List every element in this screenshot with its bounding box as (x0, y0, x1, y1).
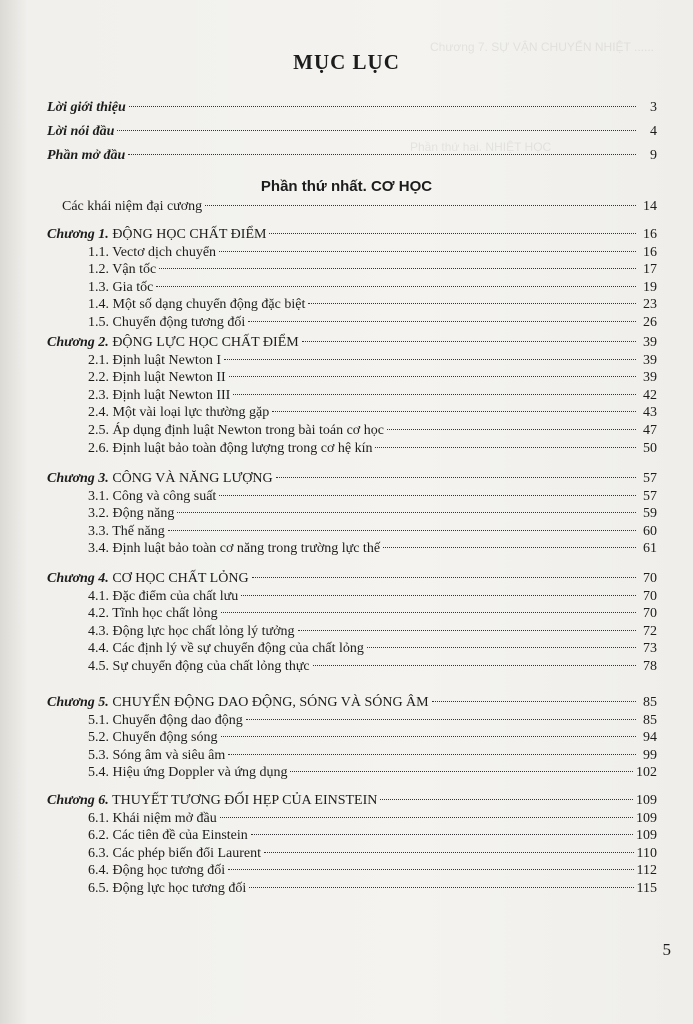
dot-leader (290, 771, 633, 772)
toc-page-number: 70 (643, 589, 657, 604)
toc-page-number: 17 (643, 262, 657, 277)
dot-leader (276, 477, 636, 478)
dot-leader (228, 869, 633, 870)
toc-page-number: 39 (643, 353, 657, 368)
toc-entry-label (88, 315, 245, 331)
toc-page-number: 57 (643, 471, 657, 486)
toc-entry-label (88, 589, 238, 605)
section-title: 5.3. Sóng âm và siêu âm (88, 748, 226, 763)
section-entry (88, 606, 657, 624)
dot-leader (221, 612, 636, 613)
toc-entry-label (88, 541, 380, 557)
chapter-title: CHUYỂN ĐỘNG DAO ĐỘNG, SÓNG VÀ SÓNG ÂM (112, 695, 429, 710)
dot-leader (219, 495, 636, 496)
section-title: 4.2. Tĩnh học chất lỏng (88, 606, 218, 621)
chapter-word: Chương 5. (47, 695, 109, 710)
section-entry (88, 765, 657, 783)
section-title: 1.3. Gia tốc (88, 280, 154, 295)
toc-entry-label (47, 227, 266, 243)
dot-leader (380, 799, 633, 800)
section-title: 1.2. Vận tốc (88, 262, 157, 277)
toc-page-number: 60 (643, 524, 657, 539)
section-entry (88, 405, 657, 423)
section-entry (88, 828, 657, 846)
show-through-text: Phần thứ hai. NHIỆT HỌC (410, 140, 552, 154)
show-through-text: Chương 7. SỰ VẬN CHUYỂN NHIỆT ...... (430, 40, 654, 54)
section-title: 3.3. Thế năng (88, 524, 165, 539)
section-title: 3.2. Động năng (88, 506, 175, 521)
dot-leader (177, 512, 636, 513)
dot-leader (128, 154, 636, 155)
chapter-title: CÔNG VÀ NĂNG LƯỢNG (112, 471, 273, 486)
toc-entry-label (88, 606, 218, 622)
toc-page-number: 109 (636, 793, 657, 808)
section-title: 4.4. Các định lý về sự chuyển động của chất lỏng (88, 641, 364, 656)
section-entry (88, 280, 657, 298)
section-entry (88, 262, 657, 280)
toc-page-number: 14 (643, 199, 657, 214)
section-entry (88, 388, 657, 406)
toc-page-number: 85 (643, 695, 657, 710)
dot-leader (249, 887, 633, 888)
chapter-word: Chương 3. (47, 471, 109, 486)
section-entry (88, 713, 657, 731)
section-title: 5.2. Chuyển động sóng (88, 730, 218, 745)
section-title: 6.2. Các tiên đề của Einstein (88, 828, 248, 843)
toc-page-number: 23 (643, 297, 657, 312)
section-entry (88, 541, 657, 559)
toc-entry-label (88, 846, 261, 862)
toc-page-number: 102 (636, 765, 657, 780)
toc-page-number: 59 (643, 506, 657, 521)
toc-entry-label (47, 695, 429, 711)
section-title: 2.1. Định luật Newton I (88, 353, 221, 368)
toc-entry-label (88, 624, 295, 640)
toc-page-number: 47 (643, 423, 657, 438)
dot-leader (375, 447, 636, 448)
section-entry (88, 441, 657, 459)
toc-page-number: 16 (643, 227, 657, 242)
section-entry (88, 524, 657, 542)
toc-entry-label (88, 506, 174, 522)
toc-page-number: 16 (643, 245, 657, 260)
section-title: 5.4. Hiệu ứng Doppler và ứng dụng (88, 765, 288, 780)
chapter-word: Chương 4. (47, 571, 109, 586)
toc-page-number: 39 (643, 370, 657, 385)
dot-leader (229, 376, 636, 377)
toc-entry-label (88, 863, 225, 879)
toc-page-number: 50 (643, 441, 657, 456)
toc-page-number: 3 (650, 100, 657, 115)
section-entry (88, 641, 657, 659)
dot-leader (383, 547, 636, 548)
dot-leader (272, 411, 636, 412)
section-entry (88, 730, 657, 748)
entry-title: Lời nói đầu (47, 124, 115, 139)
toc-entry-label (47, 335, 299, 351)
toc-page-number: 4 (650, 124, 657, 139)
front-matter-entry (47, 124, 657, 142)
page-title: MỤC LỤC (293, 50, 400, 74)
part-heading: Phần thứ nhất. CƠ HỌC (260, 178, 433, 195)
toc-page-number: 72 (643, 624, 657, 639)
dot-leader (302, 341, 636, 342)
toc-entry-label (88, 641, 364, 657)
toc-entry-label (88, 423, 384, 439)
toc-page-number: 109 (636, 811, 657, 826)
page-number: 5 (662, 940, 671, 959)
section-title: 2.6. Định luật bảo toàn động lượng trong cơ hệ kín (88, 441, 373, 456)
toc-page-number: 43 (643, 405, 657, 420)
section-entry (88, 811, 657, 829)
dot-leader (205, 205, 636, 206)
toc-page-number: 112 (636, 863, 657, 878)
toc-page-number: 42 (643, 388, 657, 403)
dot-leader (224, 359, 636, 360)
toc-entry-label (47, 793, 377, 809)
toc-page-number: 110 (636, 846, 657, 861)
dot-leader (228, 754, 636, 755)
dot-leader (129, 106, 636, 107)
toc-entry-label (47, 571, 249, 587)
toc-entry-label (47, 471, 273, 487)
dot-leader (221, 736, 637, 737)
section-title: 1.4. Một số dạng chuyển động đặc biệt (88, 297, 306, 312)
dot-leader (233, 394, 636, 395)
toc-entry-label (88, 881, 246, 897)
dot-leader (220, 817, 633, 818)
dot-leader (159, 268, 636, 269)
dot-leader (432, 701, 636, 702)
section-entry (88, 245, 657, 263)
toc-page-number: 78 (643, 659, 657, 674)
entry-title: Lời giới thiệu (47, 100, 126, 115)
entry-title: Phần mở đầu (47, 148, 126, 163)
dot-leader (367, 647, 636, 648)
toc-entry-label (88, 388, 230, 404)
toc-entry-label (88, 353, 221, 369)
chapter-word: Chương 2. (47, 335, 109, 350)
entry-title: Các khái niệm đại cương (62, 199, 203, 214)
dot-leader (168, 530, 636, 531)
toc-entry-label (88, 811, 217, 827)
front-matter-entry (47, 100, 657, 118)
dot-leader (308, 303, 636, 304)
chapter-title: THUYẾT TƯƠNG ĐỐI HẸP CỦA EINSTEIN (112, 793, 378, 808)
section-entry (88, 589, 657, 607)
toc-page-number: 19 (643, 280, 657, 295)
toc-entry-label (47, 100, 126, 116)
dot-leader (241, 595, 636, 596)
toc-entry-label (47, 124, 114, 140)
dot-leader (219, 251, 636, 252)
chapter-word: Chương 6. (47, 793, 109, 808)
section-title: 6.1. Khái niệm mở đầu (88, 811, 217, 826)
section-title: 6.5. Động lực học tương đối (88, 881, 247, 896)
section-entry (88, 353, 657, 371)
front-matter-entry (47, 148, 657, 166)
chapter-word: Chương 1. (47, 227, 109, 242)
chapter-title: ĐỘNG HỌC CHẤT ĐIỂM (112, 227, 267, 242)
toc-entry-label (88, 748, 225, 764)
dot-leader (156, 286, 636, 287)
section-title: 3.1. Công và công suất (88, 489, 217, 504)
toc-page-number: 73 (643, 641, 657, 656)
chapter-entry (47, 227, 657, 245)
toc-entry-label (88, 489, 216, 505)
chapter-entry (47, 571, 657, 589)
section-entry (88, 489, 657, 507)
toc-page-number: 109 (636, 828, 657, 843)
toc-entry-label (88, 262, 156, 278)
toc-entry-label (88, 280, 153, 296)
toc-entry-label (88, 713, 243, 729)
toc-entry-label (88, 245, 216, 261)
section-title: 5.1. Chuyển động dao động (88, 713, 243, 728)
chapter-entry (47, 335, 657, 353)
dot-leader (246, 719, 636, 720)
toc-page-number: 70 (643, 571, 657, 586)
toc-page-number: 85 (643, 713, 657, 728)
chapter-entry (47, 695, 657, 713)
section-entry (88, 863, 657, 881)
section-entry (88, 297, 657, 315)
chapter-title: CƠ HỌC CHẤT LỎNG (112, 571, 249, 586)
part-intro-entry (62, 199, 657, 217)
section-title: 2.2. Định luật Newton II (88, 370, 226, 385)
toc-entry-label (88, 370, 226, 386)
toc-entry-label (62, 199, 202, 215)
toc-page-number: 9 (650, 148, 657, 163)
dot-leader (117, 130, 636, 131)
toc-entry-label (88, 659, 310, 675)
toc-page-number: 94 (643, 730, 657, 745)
toc-entry-label (88, 524, 165, 540)
chapter-entry (47, 793, 657, 811)
section-title: 4.3. Động lực học chất lỏng lý tưởng (88, 624, 295, 639)
toc-page-number: 39 (643, 335, 657, 350)
toc-entry-label (88, 730, 218, 746)
section-title: 4.1. Đặc điểm của chất lưu (88, 589, 239, 604)
chapter-title: ĐỘNG LỰC HỌC CHẤT ĐIỂM (112, 335, 299, 350)
toc-page-number: 70 (643, 606, 657, 621)
toc-page-number: 99 (643, 748, 657, 763)
section-title: 2.4. Một vài loại lực thường gặp (88, 405, 270, 420)
dot-leader (251, 834, 633, 835)
section-title: 6.4. Động học tương đối (88, 863, 226, 878)
dot-leader (248, 321, 636, 322)
dot-leader (387, 429, 636, 430)
toc-entry-label (88, 405, 269, 421)
toc-entry-label (47, 148, 125, 164)
section-title: 1.1. Vectơ dịch chuyển (88, 245, 217, 260)
section-title: 2.5. Áp dụng định luật Newton trong bài toán cơ học (88, 423, 384, 438)
dot-leader (269, 233, 636, 234)
toc-page-number: 115 (636, 881, 657, 896)
dot-leader (264, 852, 634, 853)
toc-page-number: 26 (643, 315, 657, 330)
section-entry (88, 624, 657, 642)
toc-entry-label (88, 297, 305, 313)
section-entry (88, 506, 657, 524)
toc-entry-label (88, 765, 287, 781)
section-entry (88, 881, 657, 899)
dot-leader (313, 665, 636, 666)
toc-page-number: 61 (643, 541, 657, 556)
dot-leader (298, 630, 637, 631)
section-title: 3.4. Định luật bảo toàn cơ năng trong trường lực thế (88, 541, 381, 556)
section-entry (88, 659, 657, 677)
section-title: 4.5. Sự chuyển động của chất lỏng thực (88, 659, 310, 674)
dot-leader (252, 577, 636, 578)
toc-entry-label (88, 441, 372, 457)
section-entry (88, 846, 657, 864)
toc-page-number: 57 (643, 489, 657, 504)
section-title: 2.3. Định luật Newton III (88, 388, 231, 403)
section-entry (88, 315, 657, 333)
chapter-entry (47, 471, 657, 489)
section-entry (88, 423, 657, 441)
section-entry (88, 370, 657, 388)
section-entry (88, 748, 657, 766)
section-title: 6.3. Các phép biến đổi Laurent (88, 846, 262, 861)
section-title: 1.5. Chuyển động tương đối (88, 315, 246, 330)
toc-entry-label (88, 828, 248, 844)
